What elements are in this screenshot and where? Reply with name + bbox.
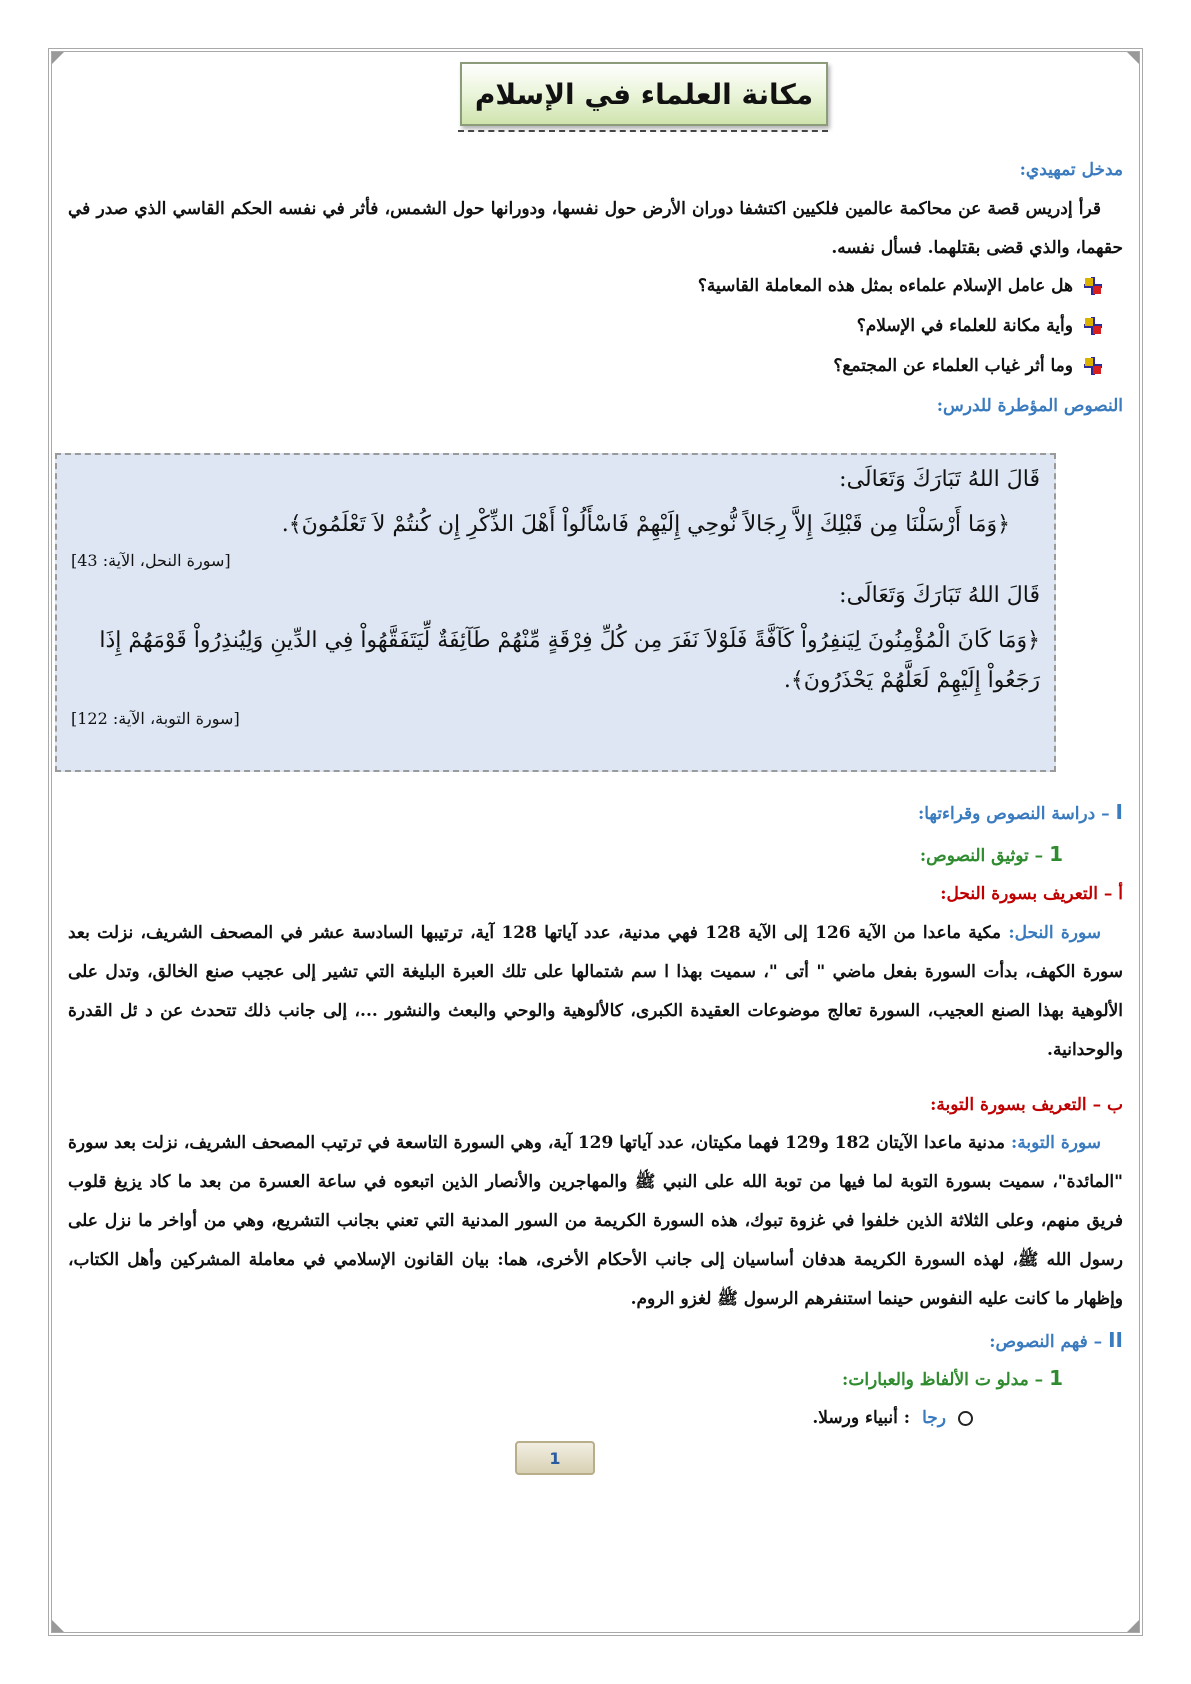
intro-heading: مدخل تمهيدي: [1019,160,1123,180]
surah-tawba-heading: ب – التعريف بسورة التوبة: [930,1095,1123,1115]
surah-nahl-heading: أ – التعريف بسورة النحل: [940,884,1123,904]
title-underline [458,130,828,132]
corner-ornament [1127,52,1139,64]
bullet-icon [1083,276,1103,296]
section-heading: II – فهم النصوص: [989,1328,1123,1352]
list-item: رجا : أنبياء ورسلا. [68,1408,973,1428]
bullet-icon [1083,316,1103,336]
corner-ornament [52,52,64,64]
quran-verse: ﴿وَمَا أَرْسَلْنَا مِن قَبْلِكَ إِلاَّ رِجَالاً نُّوحِي إِلَيْهِمْ فَاسْأَلُواْ أَهْلَ الذِّكْرِ إِن كُنتُمْ لاَ تَعْلَمُونَ﴾. [281,512,1010,537]
surah-tawba-text: سورة التوبة: مدنية ماعدا الآيتان 182 و129 فهما مكيتان، عدد آياتها 129 آية، وهي السورة التاسعة في ترتيب المصحف الشريف، نزلت بعد سورة "المائدة"، سميت بسورة التوبة لما فيها من توبة الله على النبي ﷺ والمهاجرين والأنصار الذين اتبعوه في ساعة العسرة من بعد ما كاد يزيغ قلوب فريق منهم، وعلى الثلاثة الذين خلفوا في غزوة تبوك، هذه السورة الكريمة من السور المدنية التي تعني بجانب التشريع، وهي من أواخر ما نزل على رسول الله ﷺ، لهذه السورة الكريمة هدفان أساسيان إلى جانب الأحكام الأخرى، هما: بيان القانون الإسلامي في معاملة المشركين وأهل الكتاب، وإظهار ما كانت عليه النفوس حينما استنفرهم الرسول ﷺ لغزو الروم. [68,1133,1123,1309]
bullet-icon [1083,356,1103,376]
quran-box [55,453,1056,772]
question-item: وأية مكانة للعلماء في الإسلام؟ [68,316,1103,336]
question-item: وما أثر غياب العلماء عن المجتمع؟ [68,356,1103,376]
subsection-heading: 1 – توثيق النصوص: [919,842,1063,866]
texts-heading: النصوص المؤطرة للدرس: [936,396,1123,416]
circle-bullet-icon [958,1411,973,1426]
page-title: مكانة العلماء في الإسلام [474,77,814,111]
surah-nahl-text: سورة النحل: مكية ماعدا من الآية 126 إلى الآية 128 فهي مدنية، عدد آياتها 128 آية، ترتيبها السادسة عشر في المصحف الشريف، نزلت بعد سورة الكهف، بدأت السورة بفعل ماضي " أتى "، سميت بهذا ا سم شتمالها على تلك العبرة البليغة التي تشير إلى عجيب صنع الخالق، وتدل على الألوهية بهذا الصنع العجيب، السورة تعالج موضوعات العقيدة الكبرى، كالألوهية والوحي والبعث والنشور ...، إلى جانب ذلك تتحدث عن د ئل القدرة والوحدانية. [68,923,1123,1060]
corner-ornament [52,1620,64,1632]
quran-verse: ﴿وَمَا كَانَ الْمُؤْمِنُونَ لِيَنفِرُواْ كَآفَّةً فَلَوْلاَ نَفَرَ مِن كُلِّ فِرْقَةٍ مِّنْهُمْ طَآئِفَةٌ لِّيَتَفَقَّهُواْ فِي الدِّينِ وَلِيُنذِرُواْ قَوْمَهُمْ إِذَا رَجَعُواْ إِلَيْهِمْ لَعَلَّهُمْ يَحْذَرُونَ﴾. [99,628,1040,693]
quran-reference: [سورة النحل، الآية: 43] [71,551,231,570]
quran-intro: قَالَ اللهُ تَبَارَكَ وَتَعَالَى: [839,583,1040,608]
quran-reference: [سورة التوبة، الآية: 122] [71,709,240,728]
section-heading: I – دراسة النصوص وقراءتها: [917,800,1123,824]
quran-intro: قَالَ اللهُ تَبَارَكَ وَتَعَالَى: [839,467,1040,492]
subsection-heading: 1 – مدلو ت الألفاظ والعبارات: [842,1366,1063,1390]
corner-ornament [1127,1620,1139,1632]
page-number: 1 [515,1441,595,1475]
question-item: هل عامل الإسلام علماءه بمثل هذه المعاملة القاسية؟ [68,276,1103,296]
title-box [460,62,828,126]
intro-paragraph: قرأ إدريس قصة عن محاكمة عالمين فلكيين اكتشفا دوران الأرض حول نفسها، ودورانها حول الشمس، فأثر في نفسه الحكم القاسي الذي صدر في حقهما، والذي قضى بقتلهما. فسأل نفسه. [68,199,1123,258]
